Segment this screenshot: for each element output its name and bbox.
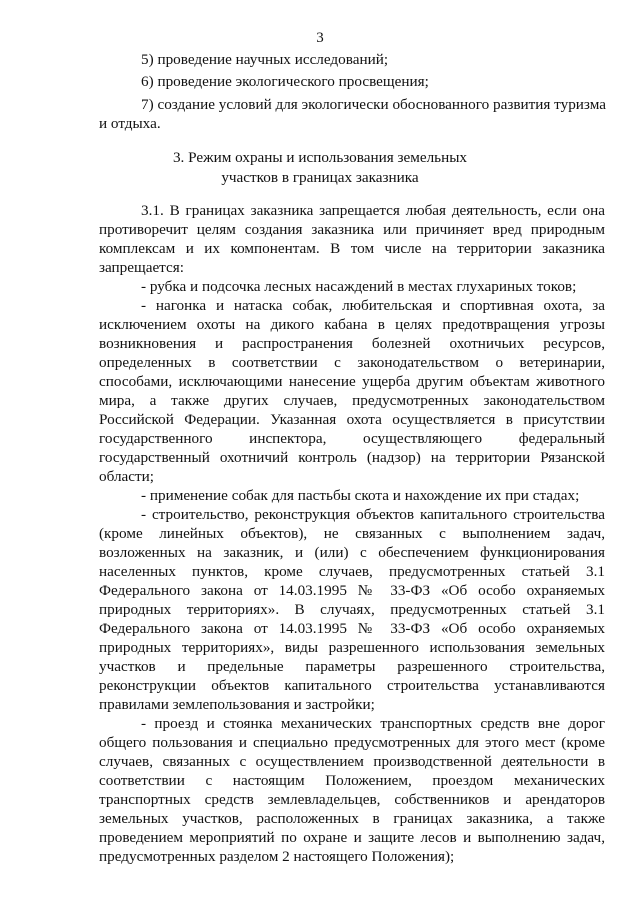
paragraph-line: запрещается: [99, 259, 184, 276]
paragraph-line: противоречит целям создания заказника или причиняет вред природным [99, 221, 605, 238]
list-item: 7) создание условий для экологически обоснованного развития туризма [141, 96, 606, 113]
paragraph-line: комплексам и их компонентам. В том числе на территории заказника [99, 240, 605, 257]
paragraph-line: (кроме линейных объектов), не связанных с выполнением задач, [99, 525, 605, 542]
paragraph-line: государственного инспектора, осуществляющего федеральный [99, 430, 605, 447]
paragraph-line: Федерального закона от 14.03.1995 № 33-ФЗ «Об особо охраняемых [99, 620, 605, 637]
paragraph-line: 3.1. В границах заказника запрещается любая деятельность, если она [141, 202, 605, 219]
paragraph-line: способами, исключающими нанесение ущерба другим объектам животного [99, 373, 605, 390]
paragraph-line: мира, а также других случаев, предусмотренных законодательством [99, 392, 605, 409]
prohibition-item: - рубка и подсочка лесных насаждений в местах глухариных токов; [141, 278, 577, 295]
list-item: 6) проведение экологического просвещения; [141, 73, 429, 90]
prohibition-item: - строительство, реконструкция объектов капитального строительства [141, 506, 605, 523]
paragraph-line: исключением охоты на дикого кабана в целях предотвращения угрозы [99, 316, 605, 333]
paragraph-line: Российской Федерации. Указанная охота осуществляется в присутствии [99, 411, 605, 428]
paragraph-line: природных территориях». В случаях, предусмотренных статьей 3.1 [99, 601, 605, 618]
paragraph-line: природных территориях», виды разрешенного использования земельных [99, 639, 605, 656]
paragraph-line: участков и предельные параметры разрешенного строительства, [99, 658, 605, 675]
paragraph-line: Федерального закона от 14.03.1995 № 33-ФЗ «Об особо охраняемых [99, 582, 605, 599]
paragraph-line: правилами землепользования и застройки; [99, 696, 375, 713]
paragraph-line: населенных пунктов, кроме случаев, предусмотренных статьей 3.1 [99, 563, 605, 580]
paragraph-line: реконструкции объектов капитального строительства устанавливаются [99, 677, 605, 694]
paragraph-line: определенных в соответствии с законодательством о ветеринарии, [99, 354, 605, 371]
list-item: 5) проведение научных исследований; [141, 51, 389, 68]
paragraph-line: транспортных средств землевладельцев, собственников и арендаторов [99, 791, 605, 808]
paragraph-line: проведением мероприятий по охране и защите лесов и выполнению задач, [99, 829, 605, 846]
paragraph-line: предусмотренных разделом 2 настоящего Положения); [99, 848, 455, 865]
paragraph-line: государственный охотничий контроль (надзор) на территории Рязанской [99, 449, 605, 466]
prohibition-item: - нагонка и натаска собак, любительская и спортивная охота, за [141, 297, 605, 314]
paragraph-line: общего пользования и специально предусмотренных для этого мест (кроме [99, 734, 605, 751]
page-number: 3 [316, 30, 324, 46]
paragraph-line: возникновения и распространения болезней охотничьих ресурсов, [99, 335, 605, 352]
list-item-continuation: и отдыха. [99, 115, 161, 132]
paragraph-line: области; [99, 468, 154, 485]
prohibition-item: - применение собак для пастьбы скота и нахождение их при стадах; [141, 487, 580, 504]
paragraph-line: возложенных на заказник, и (или) с обеспечением функционирования [99, 544, 605, 561]
paragraph-line: случаев, связанных с осуществлением производственной деятельности в [99, 753, 605, 770]
prohibition-item: - проезд и стоянка механических транспортных средств вне дорог [141, 715, 605, 732]
section-title-line-1: 3. Режим охраны и использования земельных [172, 149, 468, 166]
paragraph-line: земельных участков, расположенных в границах заказника, а также [99, 810, 605, 827]
section-title-line-2: участков в границах заказника [221, 169, 419, 186]
paragraph-line: соответствии с настоящим Положением, проездом механических [99, 772, 605, 789]
